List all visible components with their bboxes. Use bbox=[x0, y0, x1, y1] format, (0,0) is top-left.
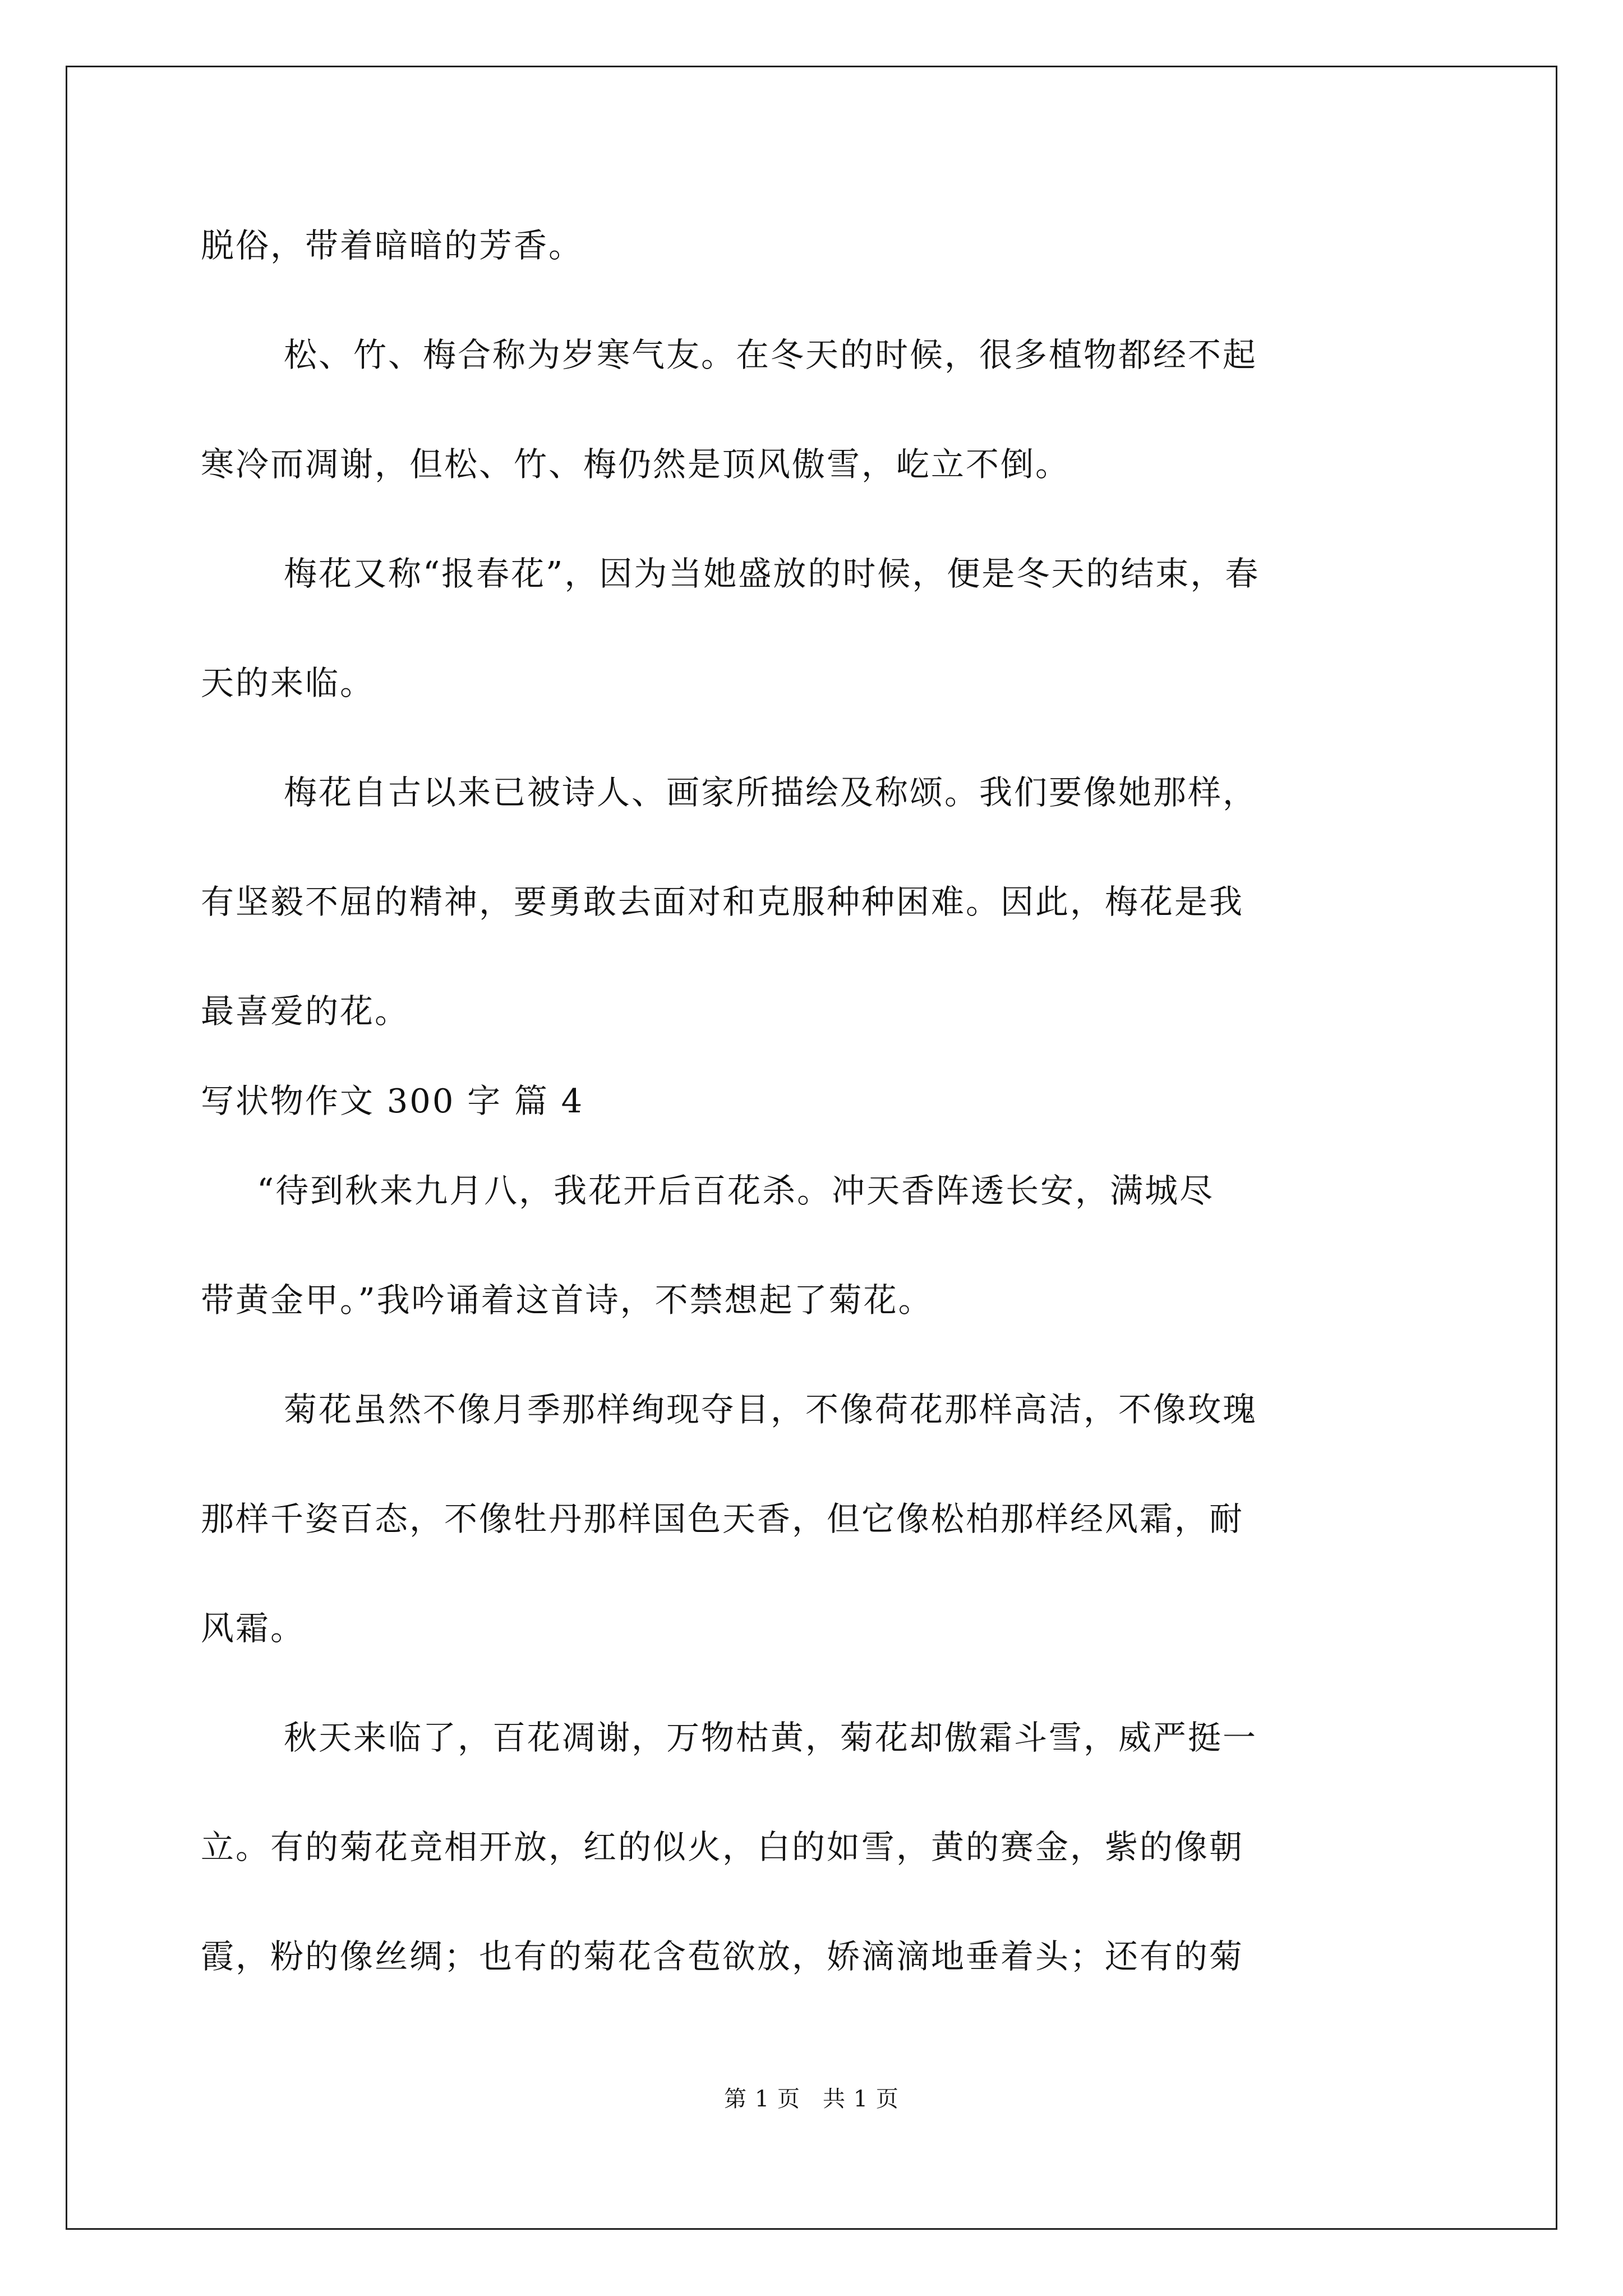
text-line: 立。有的菊花竞相开放，红的似火，白的如雪，黄的赛金，紫的像朝 bbox=[201, 1828, 1244, 1866]
text-line: 寒冷而凋谢，但松、竹、梅仍然是顶风傲雪，屹立不倒。 bbox=[201, 445, 1071, 484]
text-line: 天的来临。 bbox=[201, 664, 375, 702]
text-line: 有坚毅不屈的精神，要勇敢去面对和克服种种困难。因此，梅花是我 bbox=[201, 882, 1244, 921]
page-footer bbox=[0, 2081, 1623, 2113]
text-line: 脱俗，带着暗暗的芳香。 bbox=[201, 226, 584, 265]
text-line: 菊花虽然不像月季那样绚现夺目，不像荷花那样高洁，不像玫瑰 bbox=[284, 1390, 1258, 1429]
page-total: 共 1 页 bbox=[823, 2086, 899, 2112]
text-line: 风霜。 bbox=[201, 1609, 306, 1648]
document-body bbox=[201, 191, 1435, 2011]
text-line: 秋天来临了，百花凋谢，万物枯黄，菊花却傲霜斗雪，威严挺一 bbox=[284, 1718, 1258, 1757]
text-line: “待到秋来九月八，我花开后百花杀。冲天香阵透长安，满城尽 bbox=[257, 1171, 1215, 1210]
text-line: 松、竹、梅合称为岁寒气友。在冬天的时候，很多植物都经不起 bbox=[284, 335, 1258, 374]
page-number: 第 1 页 bbox=[724, 2086, 800, 2112]
text-line: 带黄金甲。”我吟诵着这首诗，不禁想起了菊花。 bbox=[201, 1281, 933, 1319]
text-line: 那样千姿百态，不像牡丹那样国色天香，但它像松柏那样经风霜，耐 bbox=[201, 1499, 1244, 1538]
text-line: 梅花又称“报春花”，因为当她盛放的时候，便是冬天的结束，春 bbox=[284, 554, 1260, 593]
text-line: 梅花自古以来已被诗人、画家所描绘及称颂。我们要像她那样， bbox=[284, 773, 1258, 812]
section-heading: 写状物作文 300 字 篇 4 bbox=[201, 1082, 584, 1120]
text-line: 最喜爱的花。 bbox=[201, 992, 410, 1030]
text-line: 霞，粉的像丝绸；也有的菊花含苞欲放，娇滴滴地垂着头；还有的菊 bbox=[201, 1937, 1244, 1976]
